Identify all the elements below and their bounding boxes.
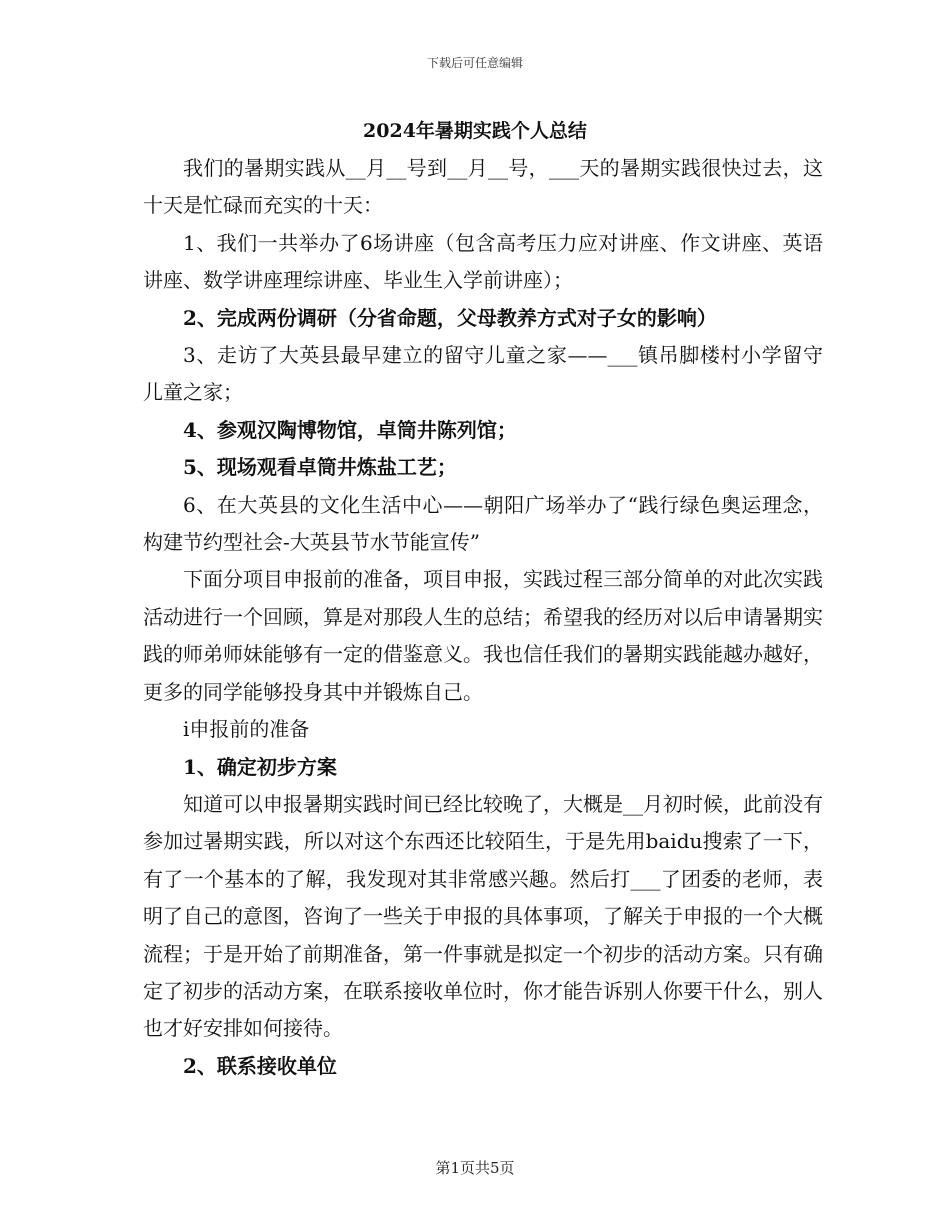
paragraph-item-5: 5、现场观看卓筒井炼盐工艺；	[183, 455, 457, 480]
paragraph-intro: 我们的暑期实践从__月__号到__月__号，___天的暑期实践很快过去，这十天是忙碌而充实的十天：	[143, 156, 823, 218]
subsection-heading-contact: 2、联系接收单位	[183, 1053, 337, 1078]
paragraph-item-2: 2、完成两份调研（分省命题，父母教养方式对子女的影响）	[183, 305, 717, 330]
section-heading-preparation: i申报前的准备	[183, 717, 310, 742]
document-title: 2024年暑期实践个人总结	[363, 120, 587, 142]
page-header-note: 下载后可任意编辑	[426, 56, 523, 70]
paragraph-item-6: 6、在大英县的文化生活中心——朝阳广场举办了“践行绿色奥运理念，构建节约型社会-大英县节水节能宣传”	[143, 492, 823, 555]
document-body	[143, 150, 823, 1085]
paragraph-item-3: 3、走访了大英县最早建立的留守儿童之家——___镇吊脚楼村小学留守儿童之家；	[143, 343, 823, 405]
paragraph-overview: 下面分项目申报前的准备，项目申报，实践过程三部分简单的对此次实践活动进行一个回顾，算是对那段人生的总结；希望我的经历对以后申请暑期实践的师弟师妹能够有一定的借鉴意义。我也信任我们的暑期实践能越办越好，更多的同学能够投身其中并锻炼自己。	[143, 567, 823, 704]
paragraph-item-4: 4、参观汉陶博物馆，卓筒井陈列馆；	[183, 417, 517, 442]
subsection-heading-plan: 1、确定初步方案	[183, 754, 337, 779]
paragraph-item-1: 1、我们一共举办了6场讲座（包含高考压力应对讲座、作文讲座、英语讲座、数学讲座理综讲座、毕业生入学前讲座）；	[143, 230, 823, 293]
paragraph-plan-details: 知道可以申报暑期实践时间已经比较晚了，大概是__月初时候，此前没有参加过暑期实践，所以对这个东西还比较陌生，于是先用baidu搜索了一下，有了一个基本的了解，我发现对其非常感兴趣。然后打___了团委的老师，表明了自己的意图，咨询了一些关于申报的具体事项，了解关于申报的一个大概流程；于是开始了前期准备，第一件事就是拟定一个初步的活动方案。只有确定了初步的活动方案，在联系接收单位时，你才能告诉别人你要干什么，别人也才好安排如何接待。	[143, 791, 823, 1041]
page-number: 第1页共5页	[435, 1159, 515, 1177]
